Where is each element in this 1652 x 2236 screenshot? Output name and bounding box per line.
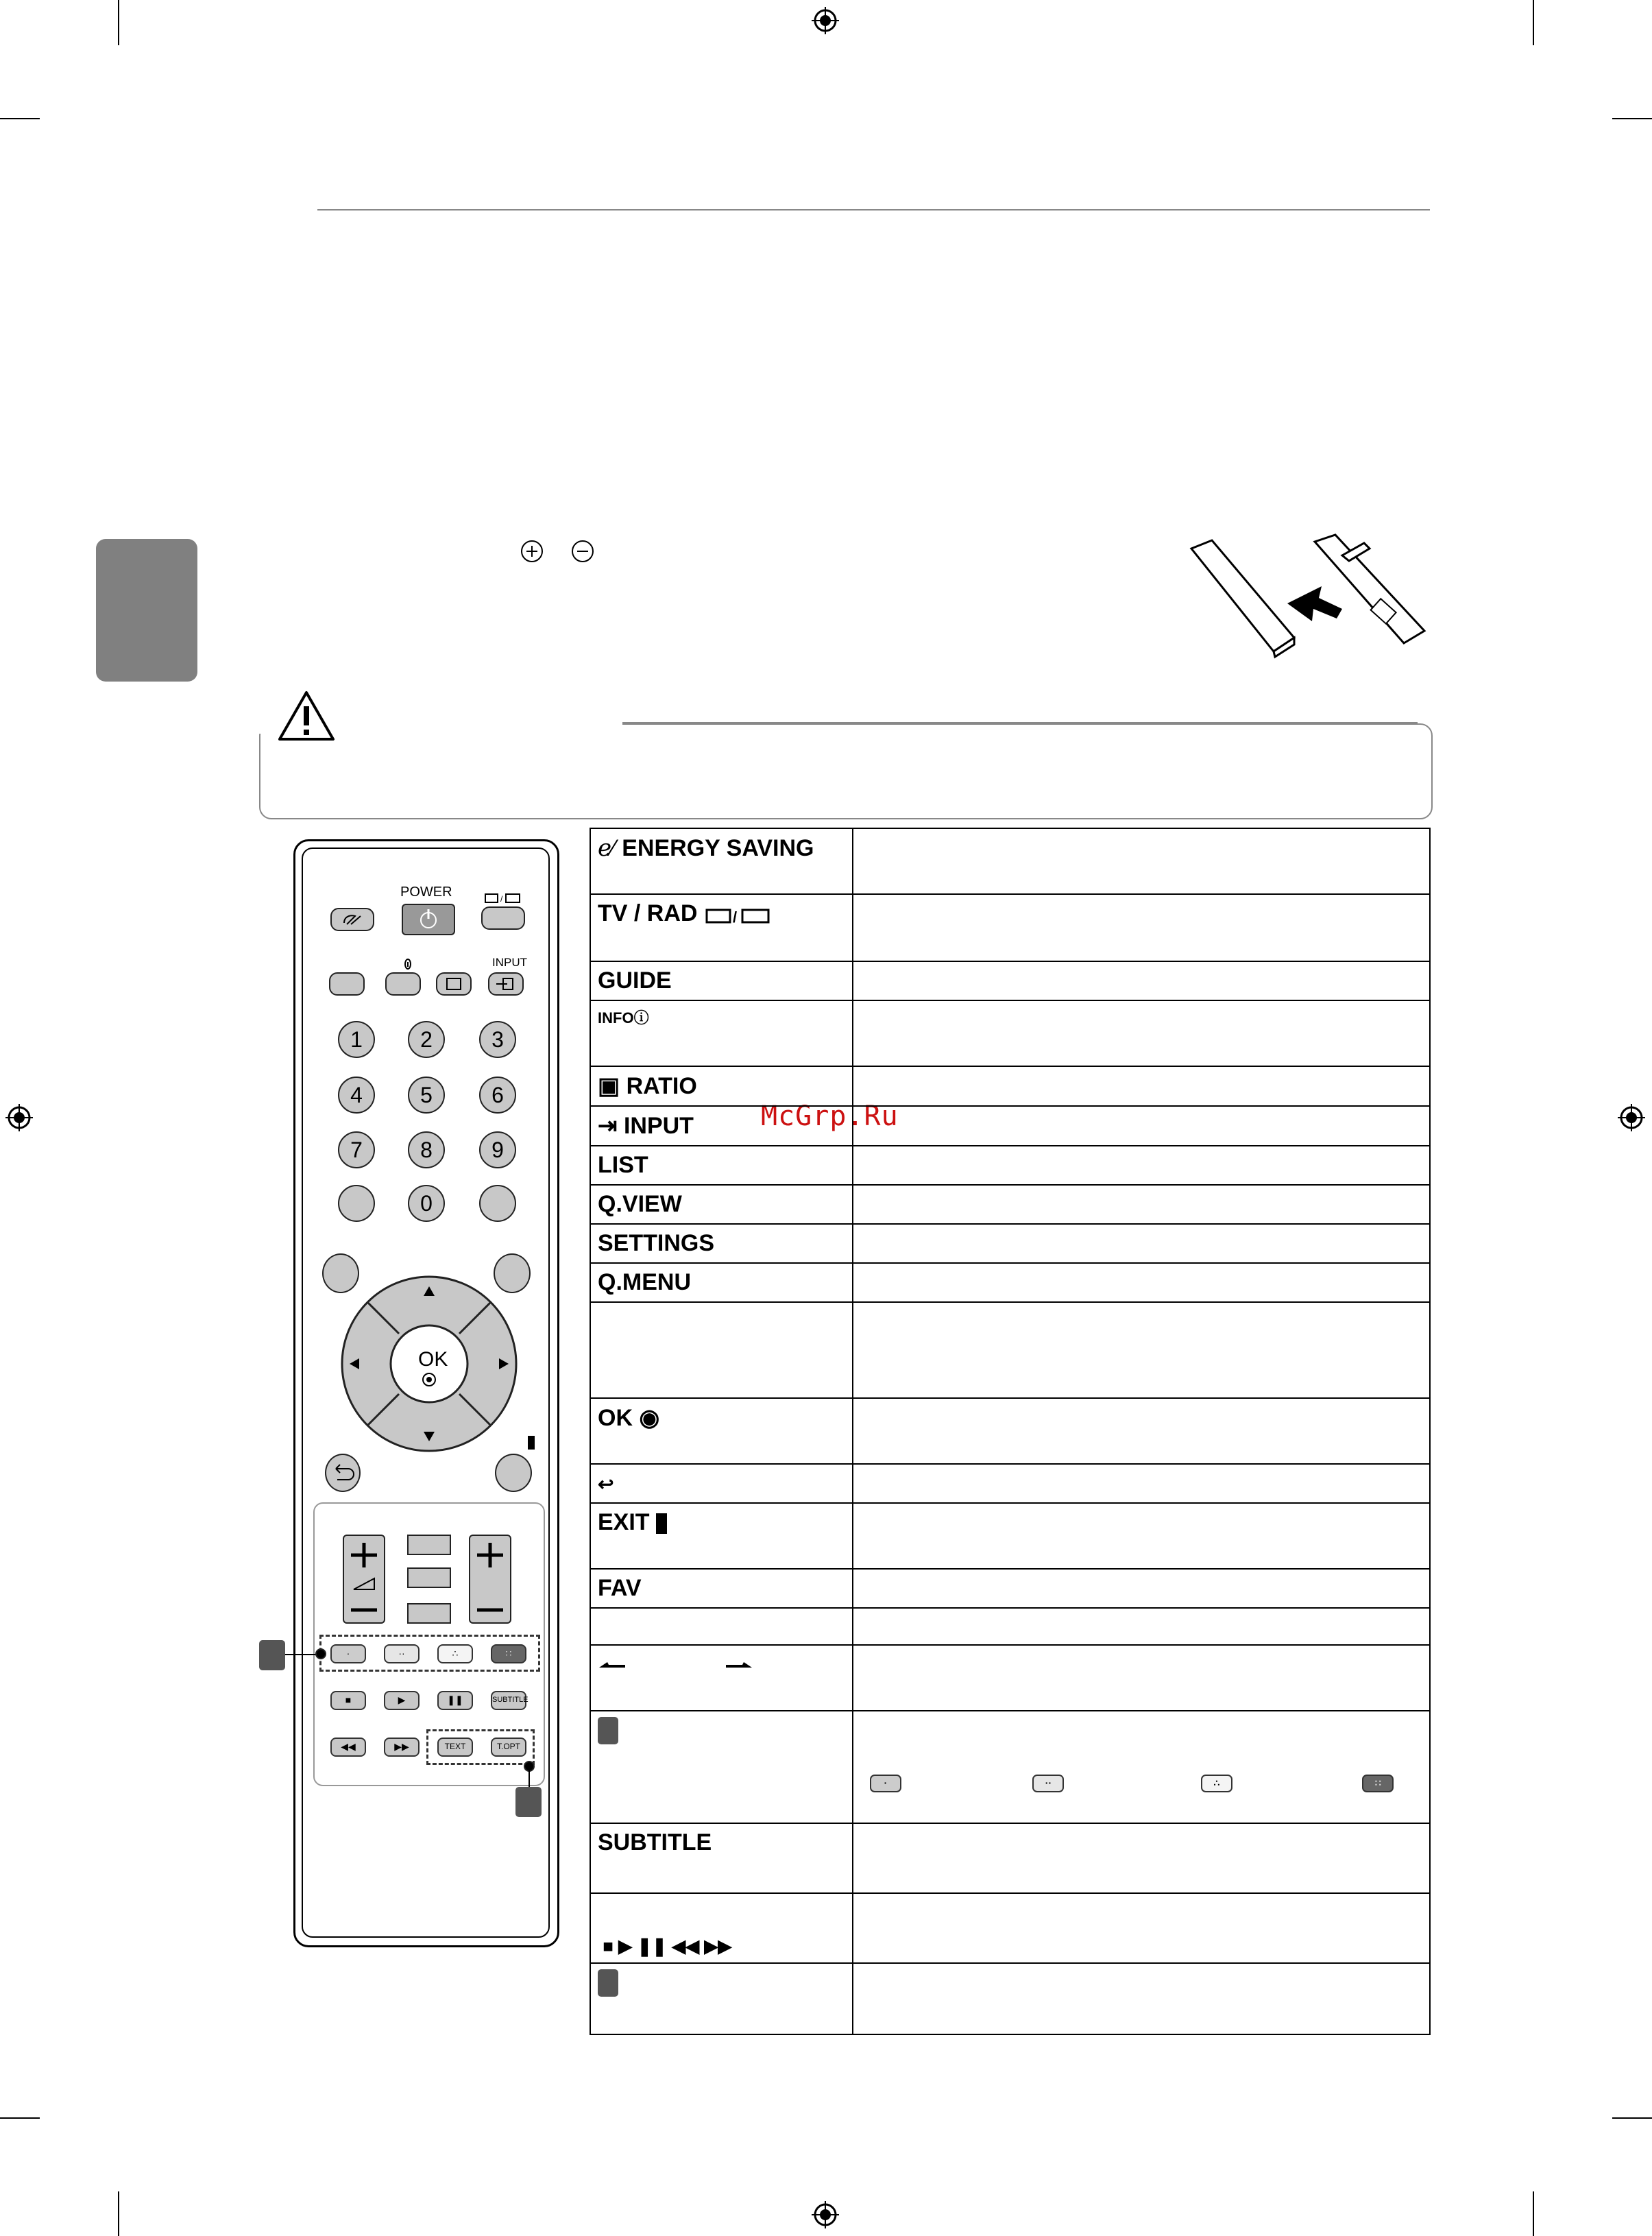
description-cell (853, 1398, 1430, 1464)
description-cell (853, 894, 1430, 961)
tv-radio-button[interactable] (481, 906, 525, 930)
program-icon (470, 1536, 510, 1622)
subtitle-button[interactable]: SUBTITLE (491, 1691, 526, 1710)
description-cell (853, 1608, 1430, 1645)
caution-box (259, 723, 1433, 819)
back-button[interactable] (325, 1454, 361, 1492)
registration-mark-icon (812, 7, 839, 34)
registration-mark-icon (812, 2201, 839, 2228)
description-cell (853, 1711, 1430, 1823)
fav-button[interactable] (407, 1535, 451, 1555)
description-cell (853, 1106, 1430, 1146)
plus-icon (520, 539, 544, 564)
info-button[interactable] (385, 972, 421, 996)
registration-mark-icon (5, 1104, 33, 1131)
number-button[interactable]: 5 (408, 1077, 445, 1114)
number-button[interactable]: 6 (479, 1077, 516, 1114)
watermark: McGrp.Ru (761, 1101, 899, 1132)
q-view-button[interactable] (479, 1185, 516, 1222)
key-cell: ℯ⁄ ENERGY SAVING (590, 828, 853, 894)
description-cell (853, 1963, 1430, 2034)
table-row (590, 1224, 1430, 1263)
description-cell (853, 1823, 1430, 1893)
callout-line (529, 1769, 530, 1787)
key-cell (590, 1464, 853, 1503)
key-cell: INFOⓘ (590, 1000, 853, 1066)
table-row (590, 1503, 1430, 1569)
ratio-icon: ▣ (598, 1073, 627, 1099)
table-row (590, 1185, 1430, 1224)
guide-button[interactable] (329, 972, 365, 996)
table-row (590, 1569, 1430, 1608)
key-description-table (590, 828, 1431, 2035)
table-row (590, 1263, 1430, 1302)
crop-mark (118, 0, 119, 45)
description-cell (853, 1185, 1430, 1224)
description-cell (853, 961, 1430, 1000)
table-row (590, 1645, 1430, 1711)
table-row (590, 1464, 1430, 1503)
number-button[interactable]: 2 (408, 1021, 445, 1058)
ratio-button[interactable] (436, 972, 472, 996)
key-cell: SETTINGS (590, 1224, 853, 1263)
table-row (590, 1963, 1430, 2034)
callout-marker (598, 1969, 618, 1997)
volume-rocker[interactable] (343, 1535, 385, 1624)
number-button[interactable]: 4 (338, 1077, 375, 1114)
input-button[interactable] (488, 972, 524, 996)
blue-button[interactable]: ∷ (491, 1644, 526, 1663)
remote-battery-illustration (1185, 528, 1431, 665)
leaf-icon (332, 909, 373, 930)
table-row (590, 1893, 1430, 1963)
number-button[interactable]: 0 (408, 1185, 445, 1222)
crop-mark (1612, 118, 1652, 119)
mute-button[interactable] (407, 1603, 451, 1624)
playback-icons: ■ ▶ ❚❚ ◀◀ ▶▶ (598, 1936, 732, 1956)
arrow-right-icon (723, 1658, 753, 1672)
arrow-left-icon (598, 1658, 628, 1672)
key-cell: Q.VIEW (590, 1185, 853, 1224)
power-icon (403, 905, 454, 934)
crop-mark (1533, 0, 1534, 45)
crop-mark (0, 2117, 40, 2119)
info-icon: ⓘ (633, 1009, 649, 1026)
key-cell: ▣ RATIO (590, 1066, 853, 1106)
yellow-button[interactable]: ∴ (437, 1644, 473, 1663)
header-rule (317, 209, 1430, 211)
description-cell (853, 828, 1430, 894)
crop-mark (1533, 2191, 1534, 2236)
blue-button-icon: ∷ (1362, 1775, 1394, 1792)
play-button[interactable]: ▶ (384, 1691, 420, 1710)
input-icon: ⇥ (598, 1113, 624, 1139)
svg-text:/: / (500, 894, 503, 904)
key-cell: GUIDE (590, 961, 853, 1000)
list-button[interactable] (338, 1185, 375, 1222)
number-button[interactable]: 7 (338, 1131, 375, 1168)
key-cell (590, 1302, 853, 1398)
red-button-icon: · (870, 1775, 901, 1792)
back-icon (326, 1455, 359, 1491)
table-row (590, 828, 1430, 894)
key-cell (590, 1608, 853, 1645)
key-cell (590, 1963, 853, 2034)
number-button[interactable]: 1 (338, 1021, 375, 1058)
green-button-icon: ·· (1032, 1775, 1064, 1792)
svg-text:/: / (732, 909, 738, 926)
key-cell (590, 1645, 853, 1711)
registration-mark-icon (1618, 1104, 1645, 1131)
table-row (590, 1106, 1430, 1146)
crop-mark (1612, 2117, 1652, 2119)
number-button[interactable]: 9 (479, 1131, 516, 1168)
description-cell (853, 1066, 1430, 1106)
ok-dot-icon: ◉ (639, 1405, 660, 1431)
table-row (590, 1066, 1430, 1106)
description-cell (853, 1000, 1430, 1066)
info-icon (403, 957, 413, 971)
table-row (590, 961, 1430, 1000)
back-icon: ↩ (598, 1474, 614, 1495)
exit-icon (656, 1513, 667, 1534)
key-cell: ⇥ INPUT (590, 1106, 853, 1146)
key-cell: Q.MENU (590, 1263, 853, 1302)
table-row (590, 1000, 1430, 1066)
tv-radio-icon (484, 891, 522, 904)
number-button[interactable]: 3 (479, 1021, 516, 1058)
green-button[interactable]: ·· (384, 1644, 420, 1663)
stop-button[interactable]: ■ (330, 1691, 366, 1710)
table-row (590, 1608, 1430, 1645)
description-cell (853, 1569, 1430, 1608)
description-cell (853, 1464, 1430, 1503)
key-cell: OK ◉ (590, 1398, 853, 1464)
number-button[interactable]: 8 (408, 1131, 445, 1168)
tv-radio-icon (704, 904, 773, 925)
program-rocker[interactable] (469, 1535, 511, 1624)
key-cell: TV / RAD / (590, 894, 853, 961)
callout-marker (598, 1717, 618, 1744)
ok-label: OK (418, 1348, 448, 1371)
yellow-button-icon: ∴ (1201, 1775, 1232, 1792)
key-cell: SUBTITLE (590, 1823, 853, 1893)
table-row (590, 1711, 1430, 1823)
rewind-button[interactable]: ◀◀ (330, 1738, 366, 1757)
description-cell (853, 1146, 1430, 1185)
key-cell (590, 1893, 853, 1963)
fast-forward-button[interactable]: ▶▶ (384, 1738, 420, 1757)
volume-icon (344, 1536, 384, 1622)
pause-button[interactable]: ❚❚ (437, 1691, 473, 1710)
description-cell (853, 1302, 1430, 1398)
exit-icon (528, 1436, 535, 1450)
key-cell (590, 1711, 853, 1823)
input-label: INPUT (492, 956, 527, 969)
ad-button[interactable] (407, 1567, 451, 1588)
leaf-icon: ℯ⁄ (598, 835, 622, 861)
minus-icon (570, 539, 595, 564)
crop-mark (0, 118, 40, 119)
table-row (590, 1302, 1430, 1398)
power-label: POWER (400, 885, 452, 900)
description-cell (853, 1224, 1430, 1263)
callout-marker (515, 1787, 542, 1817)
description-cell (853, 1893, 1430, 1963)
energy-saving-button[interactable] (330, 908, 374, 931)
text-button[interactable]: TEXT (437, 1738, 473, 1757)
description-cell (853, 1263, 1430, 1302)
key-cell: LIST (590, 1146, 853, 1185)
table-row (590, 1823, 1430, 1893)
warning-icon (277, 690, 336, 742)
table-row (590, 894, 1430, 961)
table-row (590, 1398, 1430, 1464)
key-cell: FAV (590, 1569, 853, 1608)
t-opt-button[interactable]: T.OPT (491, 1738, 526, 1757)
crop-mark (118, 2191, 119, 2236)
caution-rule (622, 722, 1418, 723)
table-row (590, 1146, 1430, 1185)
description-cell (853, 1645, 1430, 1711)
exit-button[interactable] (495, 1454, 532, 1492)
callout-dot (315, 1648, 326, 1659)
callout-marker (259, 1640, 285, 1670)
key-cell: EXIT (590, 1503, 853, 1569)
description-cell (853, 1503, 1430, 1569)
chapter-tab (96, 539, 197, 682)
power-button[interactable] (402, 904, 455, 935)
red-button[interactable]: · (330, 1644, 366, 1663)
ratio-icon (437, 974, 470, 994)
input-icon (489, 974, 522, 994)
